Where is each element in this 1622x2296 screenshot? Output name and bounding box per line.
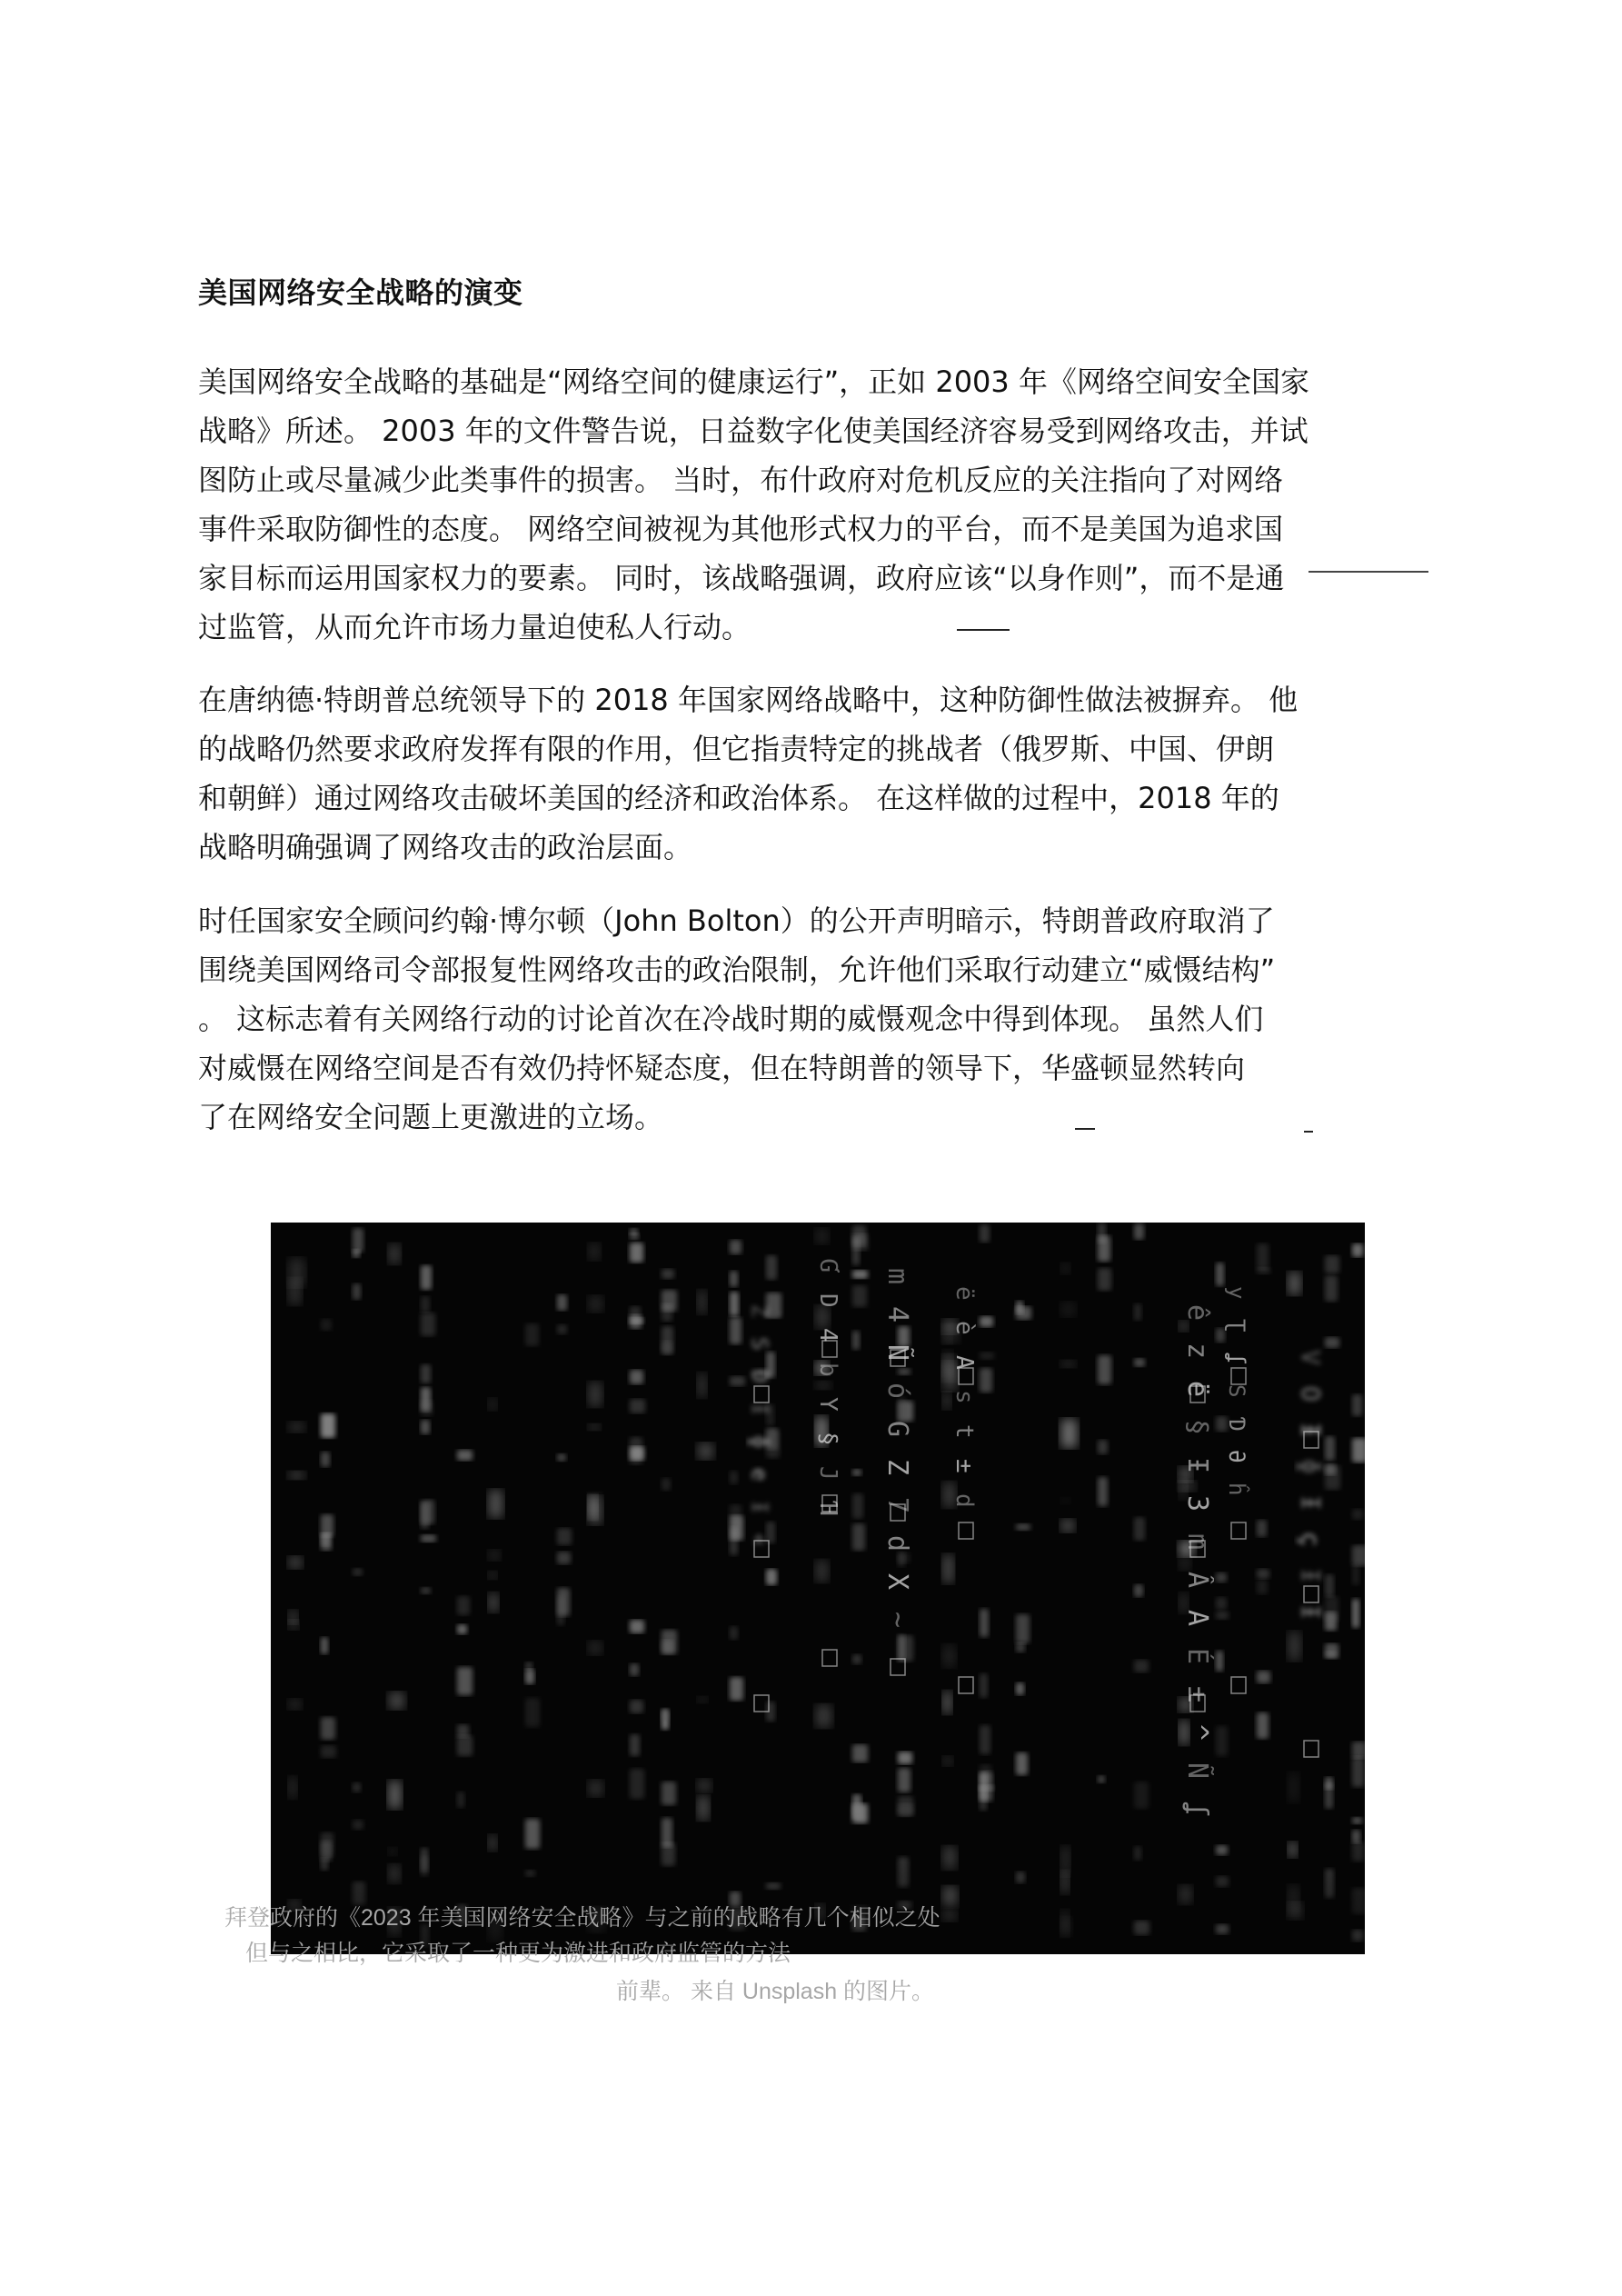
- paragraph-line: 战略明确强调了网络攻击的政治层面。: [198, 830, 693, 864]
- paragraph-line: 在唐纳德·特朗普总统领导下的 2018 年国家网络战略中，这种防御性做法被摒弃。 他: [198, 683, 1299, 717]
- paragraph-line: 。 这标志着有关网络行动的讨论首次在冷战时期的威慑观念中得到体现。 虽然人们: [198, 1002, 1264, 1036]
- stray-dash: [1075, 1128, 1095, 1130]
- paragraph-line: 的战略仍然要求政府发挥有限的作用，但它指责特定的挑战者（俄罗斯、中国、伊朗: [198, 732, 1275, 766]
- paragraph-2003-strategy: [198, 357, 1445, 652]
- paragraph-line: 家目标而运用国家权力的要素。 同时，该战略强调，政府应该“以身作则”，而不是通: [198, 561, 1285, 595]
- figure-caption-line: 前辈。 来自 Unsplash 的图片。: [616, 1979, 935, 2004]
- paragraph-2018-strategy: [198, 675, 1445, 872]
- paragraph-bolton-statement: [198, 896, 1445, 1142]
- strikethrough-mark: [1309, 571, 1428, 573]
- paragraph-line: 美国网络安全战略的基础是“网络空间的健康运行”，正如 2003 年《网络空间安全国家: [198, 364, 1309, 399]
- matrix-code-image: [271, 1223, 1365, 1954]
- paragraph-line: 了在网络安全问题上更激进的立场。: [198, 1100, 664, 1134]
- paragraph-line: 过监管，从而允许市场力量迫使私人行动。: [198, 610, 751, 644]
- figure-caption-line: 但与之相比，它采取了一种更为激进和政府监管的方法: [245, 1941, 791, 1966]
- stray-underline: [957, 629, 1010, 631]
- paragraph-line: 图防止或尽量减少此类事件的损害。 当时，布什政府对危机反应的关注指向了对网络: [198, 463, 1284, 497]
- paragraph-line: 战略》所述。 2003 年的文件警告说，日益数字化使美国经济容易受到网络攻击，并试: [198, 414, 1309, 448]
- paragraph-line: 事件采取防御性的态度。 网络空间被视为其他形式权力的平台，而不是美国为追求国: [198, 512, 1284, 546]
- paragraph-line: 和朝鲜）通过网络攻击破坏美国的经济和政治体系。 在这样做的过程中，2018 年的: [198, 781, 1279, 815]
- article-title: 美国网络安全战略的演变: [198, 275, 523, 310]
- paragraph-line: 围绕美国网络司令部报复性网络攻击的政治限制，允许他们采取行动建立“威慑结构”: [198, 953, 1276, 987]
- paragraph-line: 时任国家安全顾问约翰·博尔顿（John Bolton）的公开声明暗示，特朗普政府取消了: [198, 903, 1275, 938]
- paragraph-line: 对威慑在网络空间是否有效仍持怀疑态度，但在特朗普的领导下，华盛顿显然转向: [198, 1051, 1246, 1085]
- figure-caption-line: 拜登政府的《2023 年美国网络安全战略》与之前的战略有几个相似之处: [224, 1905, 940, 1931]
- stray-dash: [1304, 1131, 1313, 1133]
- image-vignette: [271, 1223, 1365, 1954]
- matrix-code-graphic: [271, 1223, 1365, 1954]
